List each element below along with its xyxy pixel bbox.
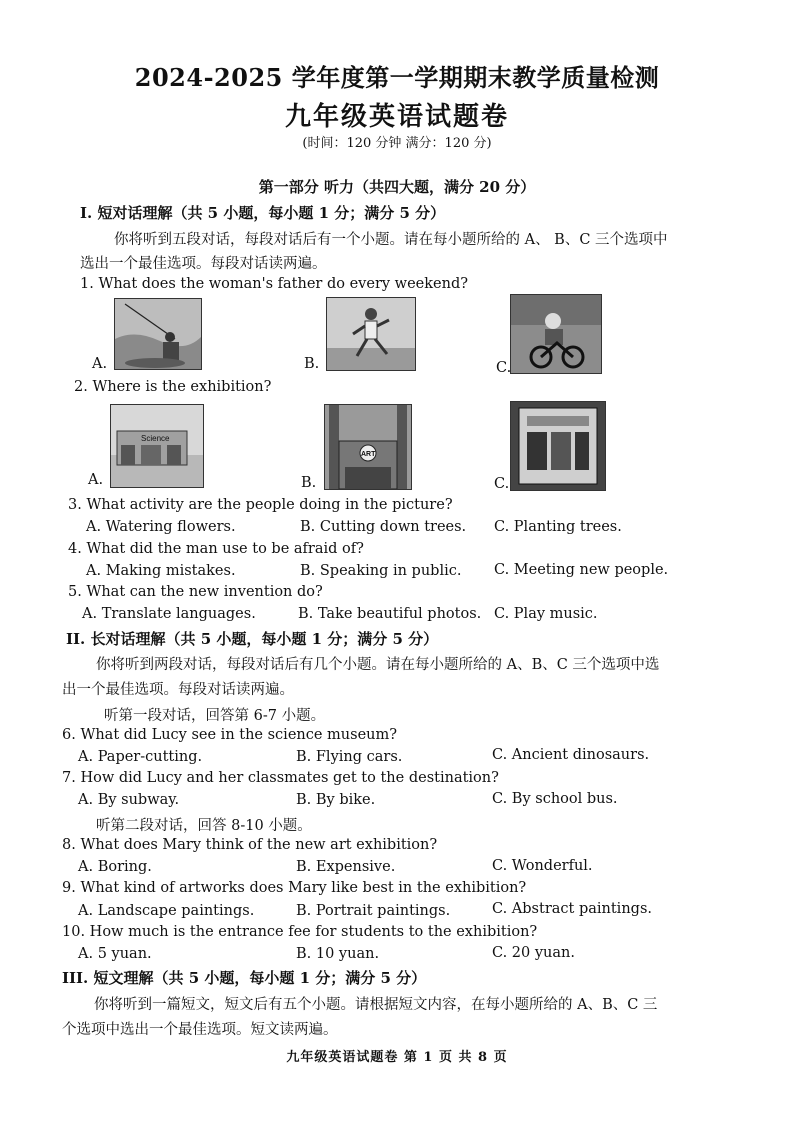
instructions: 你将听到两段对话，每段对话后有几个小题。请在每小题所给的 A、B、C 三个选项中选 [96, 657, 660, 673]
question-5: 5. What can the new invention do? [68, 584, 323, 600]
fishing-picture[interactable] [114, 298, 202, 370]
option-label: B. [304, 356, 320, 372]
option-b[interactable]: B. By bike. [296, 792, 376, 808]
option-a[interactable]: A. By subway. [78, 792, 180, 808]
section-title: I. 短对话理解（共 5 小题，每小题 1 分；满分 5 分） [80, 204, 446, 222]
instructions: 你将听到五段对话，每段对话后有一个小题。请在每小题所给的 A、 B、C 三个选项中 [114, 232, 668, 248]
art-sign-text: ART [361, 451, 376, 458]
option-a[interactable]: A. Boring. [78, 859, 152, 875]
option-a[interactable]: A. Watering flowers. [86, 519, 236, 535]
instructions: 选出一个最佳选项。每段对话读两遍。 [80, 256, 327, 272]
section-title: III. 短文理解（共 5 小题，每小题 1 分；满分 5 分） [62, 969, 427, 987]
option-c[interactable]: C. Play music. [494, 606, 598, 622]
option-c[interactable]: C. Wonderful. [492, 858, 593, 874]
question-7: 7. How did Lucy and her classmates get to the destination? [62, 770, 499, 786]
question-1: 1. What does the woman's father do every weekend? [80, 276, 469, 292]
option-c[interactable]: C. Ancient dinosaurs. [492, 747, 650, 763]
part-title: 第一部分 听力（共四大题，满分 20 分） [258, 178, 536, 196]
option-b[interactable]: B. 10 yuan. [296, 946, 380, 962]
option-label: C. [496, 360, 512, 376]
option-a[interactable]: A. Landscape paintings. [78, 903, 255, 919]
option-a[interactable]: A. Making mistakes. [86, 563, 236, 579]
option-b[interactable]: B. Take beautiful photos. [298, 606, 482, 622]
option-b[interactable]: B. Expensive. [296, 859, 396, 875]
option-label: A. [92, 356, 108, 372]
question-8: 8. What does Mary think of the new art exhibition? [62, 837, 438, 853]
art-gallery-picture[interactable] [324, 404, 412, 490]
exam-title: 2024-2025 学年度第一学期期末教学质量检测 [134, 63, 660, 92]
section-title: II. 长对话理解（共 5 小题，每小题 1 分；满分 5 分） [66, 630, 439, 648]
question-10: 10. How much is the entrance fee for students to the exhibition? [62, 924, 538, 940]
running-picture[interactable] [326, 297, 416, 371]
page-footer: 九年级英语试题卷 第 1 页 共 8 页 [286, 1050, 508, 1065]
question-4: 4. What did the man use to be afraid of? [68, 541, 364, 557]
question-2: 2. Where is the exhibition? [74, 379, 272, 395]
kiosk-picture[interactable] [510, 401, 606, 491]
question-3: 3. What activity are the people doing in the picture? [68, 497, 453, 513]
sub-instruction: 听第一段对话，回答第 6-7 小题。 [104, 708, 326, 724]
instructions: 出一个最佳选项。每段对话读两遍。 [62, 682, 294, 698]
science-museum-picture[interactable] [110, 404, 204, 488]
science-sign-text: Science [141, 434, 170, 443]
option-c[interactable]: C. Planting trees. [494, 519, 622, 535]
option-b[interactable]: B. Speaking in public. [300, 563, 462, 579]
instructions: 个选项中选出一个最佳选项。短文读两遍。 [62, 1022, 338, 1038]
sub-instruction: 听第二段对话，回答 8-10 小题。 [96, 818, 312, 834]
option-a[interactable]: A. Paper-cutting. [78, 749, 203, 765]
option-c[interactable]: C. 20 yuan. [492, 945, 575, 961]
option-c[interactable]: C. Meeting new people. [494, 562, 669, 578]
option-label: A. [88, 472, 104, 488]
option-c[interactable]: C. By school bus. [492, 791, 618, 807]
option-c[interactable]: C. Abstract paintings. [492, 901, 652, 917]
option-label: B. [301, 475, 317, 491]
option-b[interactable]: B. Portrait paintings. [296, 903, 451, 919]
option-a[interactable]: A. Translate languages. [82, 606, 256, 622]
exam-meta: (时间：120 分钟 满分：120 分) [302, 136, 492, 151]
option-label: C. [494, 476, 510, 492]
instructions: 你将听到一篇短文，短文后有五个小题。请根据短文内容，在每小题所给的 A、B、C 三 [94, 997, 658, 1013]
option-b[interactable]: B. Flying cars. [296, 749, 403, 765]
question-6: 6. What did Lucy see in the science museum? [62, 727, 398, 743]
question-9: 9. What kind of artworks does Mary like best in the exhibition? [62, 880, 527, 896]
cycling-picture[interactable] [510, 294, 602, 374]
option-a[interactable]: A. 5 yuan. [78, 946, 152, 962]
paper-title: 九年级英语试题卷 [284, 102, 509, 132]
option-b[interactable]: B. Cutting down trees. [300, 519, 467, 535]
